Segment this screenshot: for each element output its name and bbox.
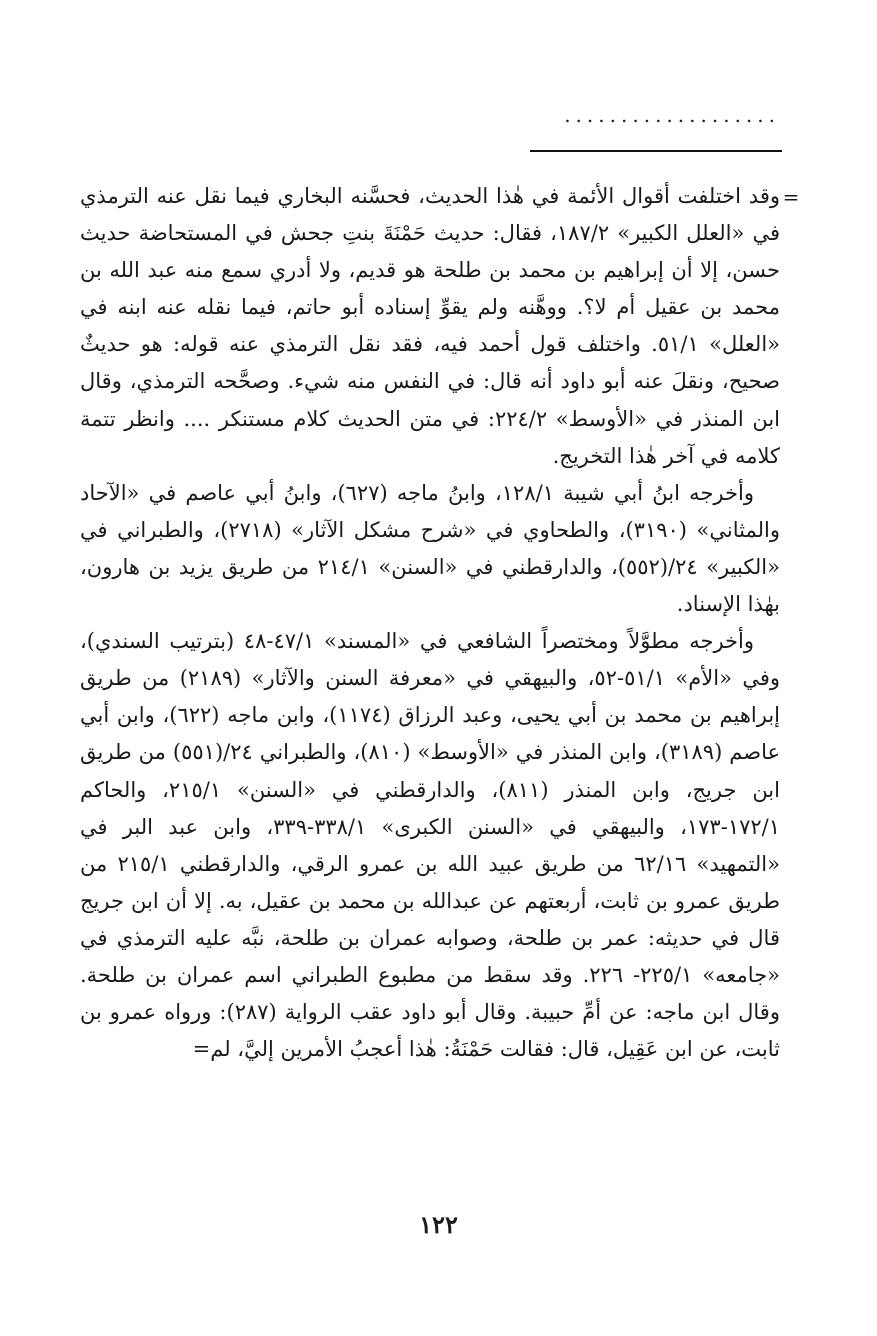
footnote-separator-rule [530,150,782,152]
paragraph-2: وأخرجه ابنُ أبي شيبة ١٢٨/١، وابنُ ماجه (٦٢٧)، وابنُ أبي عاصم في «الآحاد والمثاني» (٣١٩٠)، والطحاوي في «شرح مشكل الآثار» (٢٧١٨)، والطبراني في «الكبير» ٢٤/(٥٥٢)، والدارقطني في «السنن» ٢١٤/١ من طريق يزيد بن هارون، بهٰذا الإسناد. [80,480,780,617]
paragraph-3: وأخرجه مطوَّلاً ومختصراً الشافعي في «المسند» ٤٧/١-٤٨ (بترتيب السندي)، وفي «الأم» ٥١/١-٥٢، والبيهقي في «معرفة السنن والآثار» (٢١٨٩) من طريق إبراهيم بن محمد بن أبي يحيى، وعبد الرزاق (١١٧٤)، وابن ماجه (٦٢٢)، وابن أبي عاصم (٣١٨٩)، وابن المنذر في «الأوسط» (٨١٠)، والطبراني ٢٤/(٥٥١) من طريق ابن جريج، وابن المنذر (٨١١)، والدارقطني في «السنن» ٢١٥/١، والحاكم ١٧٢/١-١٧٣، والبيهقي في «السنن الكبرى» ٣٣٨/١-٣٣٩، وابن عبد البر في «التمهيد» ٦٢/١٦ من طريق عبيد الله بن عمرو الرقي، والدارقطني ٢١٥/١ من طريق عمرو بن ثابت، أربعتهم عن عبدالله بن محمد بن عقيل، به. إلا أن ابن جريج قال في حديثه: عمر بن طلحة، وصوابه عمران بن طلحة، نبَّه عليه الترمذي في «جامعه» ٢٢٥/١- ٢٢٦. وقد سقط من مطبوع الطبراني اسم عمران بن طلحة. وقال ابن ماجه: عن أمِّ حبيبة. وقال أبو داود عقب الرواية (٢٨٧): ورواه عمرو بن ثابت، عن ابن عَقِيل، قال: فقالت حَمْنَةُ: هٰذا أعجبُ الأمرين إليَّ، لم= [80,629,781,1062]
continuation-mark: = [782,185,800,209]
paragraph-1: وقد اختلفت أقوال الأئمة في هٰذا الحديث، فحسَّنه البخاري فيما نقل عنه الترمذي في «العلل الكبير» ١٨٧/٢، فقال: حديث حَمْنَةَ بنتِ جحش في المستحاضة حديث حسن، إلا أن إبراهيم بن محمد بن طلحة هو قديم، ولا أدري سمع منه عبد الله بن محمد بن عقيل أم لا؟. ووهَّنه ولم يقوِّ إسناده أبو حاتم، فيما نقله عنه ابنه في «العلل» ٥١/١. واختلف قول أحمد فيه، فقد نقل الترمذي عنه قوله: هو حديثٌ صحيح، ونقلَ عنه أبو داود أنه قال: في النفس منه شيء. وصحَّحه الترمذي، وقال ابن المنذر في «الأوسط» ٢٢٤/٢: في متن الحديث كلام مستنكر .... وانظر تتمة كلامه في آخر هٰذا التخريج. [80,184,781,468]
header-dot-leader: ................... [564,103,780,127]
page-number: ١٢٢ [419,1210,458,1239]
footnote-body [80,178,780,1068]
